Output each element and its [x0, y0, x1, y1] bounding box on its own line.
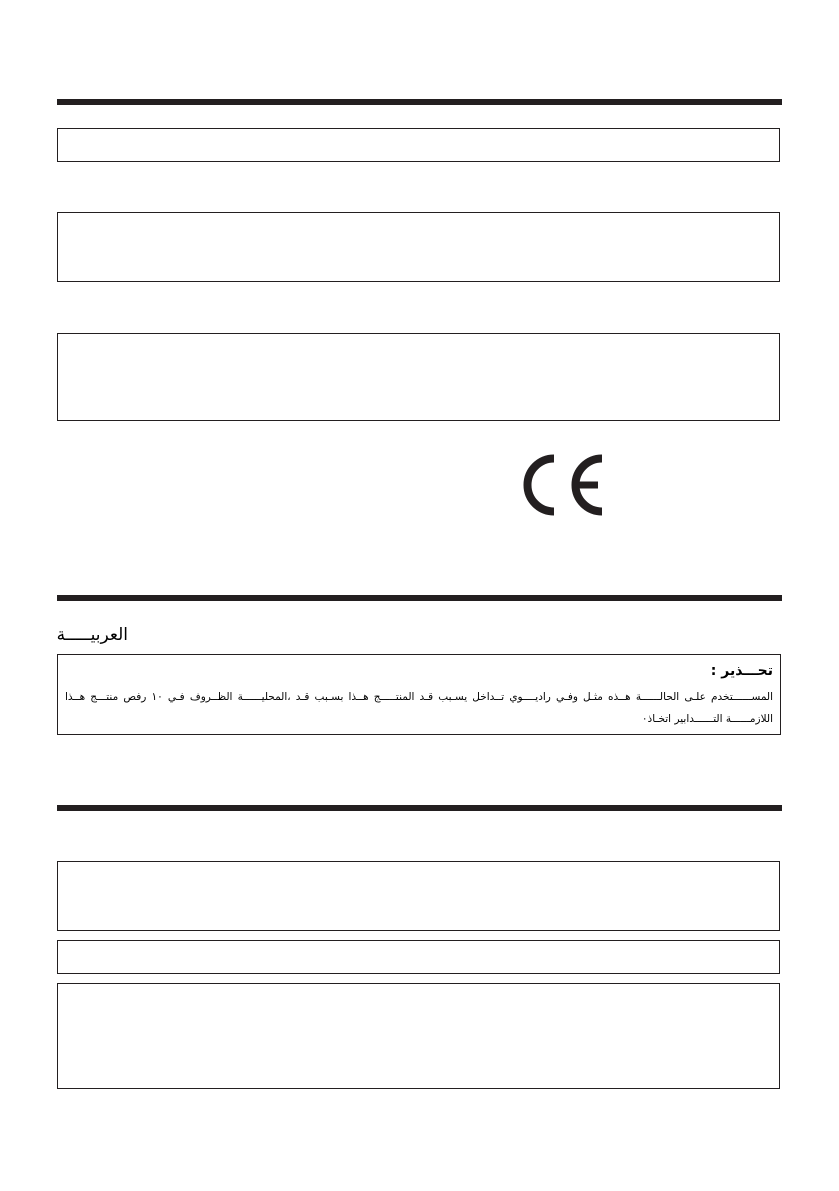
section-rule-1	[57, 99, 782, 105]
empty-box-4	[57, 861, 780, 931]
arabic-language-heading: العربيـــــة	[56, 625, 128, 645]
warning-text: المســــــتخدم علـى الحالــــــة هــذه مثـل وفـي راديــــوي تــداخل يسـبب قـد المنتـــــج هــذا بسـبب قـد ،المحليــــــة الظــروف فـي ١٠ رفص منتـــج هــذا اللازمــــــة التــــــدابير اتخـاذ٠	[65, 691, 774, 725]
arabic-warning-box	[57, 654, 781, 735]
empty-box-6	[57, 983, 780, 1089]
empty-box-1	[57, 128, 780, 162]
section-rule-3	[57, 805, 782, 811]
empty-box-2	[57, 212, 780, 282]
empty-box-5	[57, 940, 780, 974]
warning-title: تحـــذير :	[710, 663, 773, 679]
empty-box-3	[57, 333, 780, 421]
ce-mark-logo	[518, 454, 606, 516]
section-rule-2	[57, 595, 782, 601]
